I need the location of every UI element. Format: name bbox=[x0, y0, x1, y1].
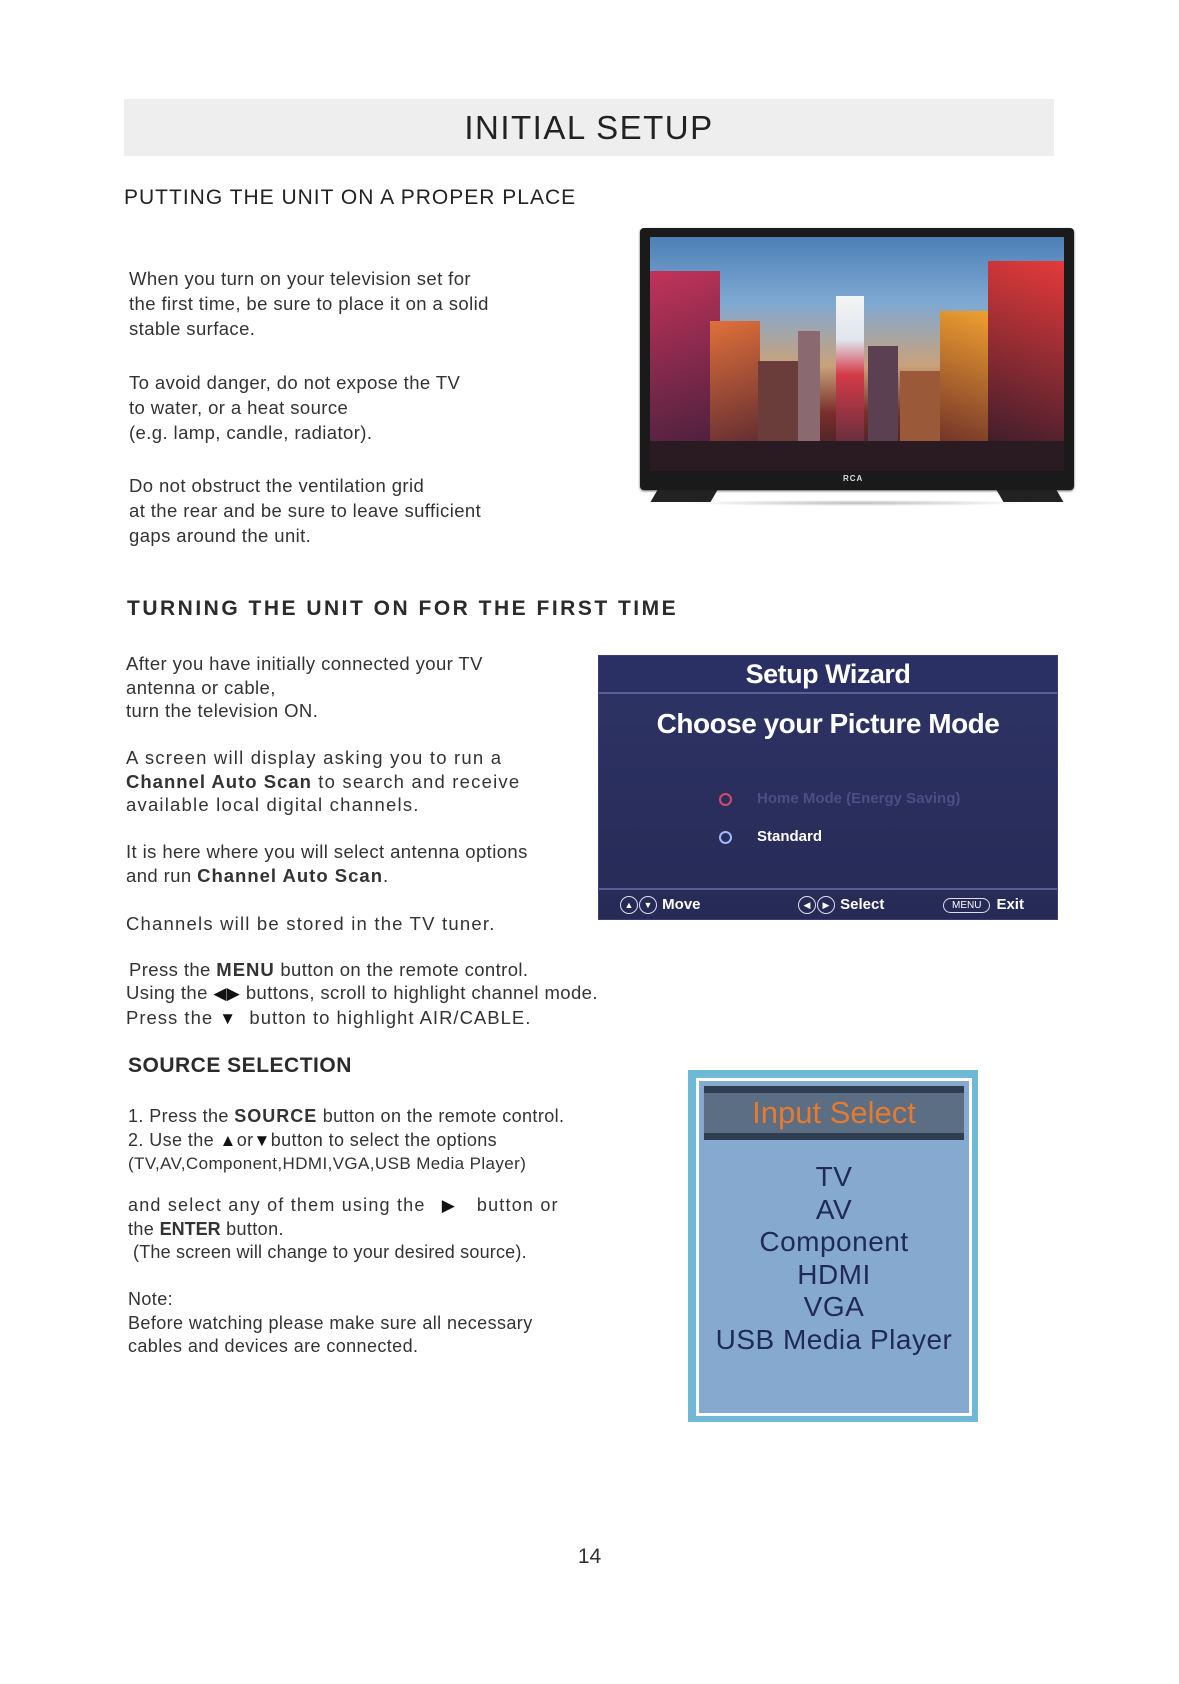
text-line: Do not obstruct the ventilation grid bbox=[129, 475, 425, 496]
text-line: the first time, be sure to place it on a solid bbox=[129, 293, 489, 314]
text-line bbox=[126, 770, 520, 794]
text-span: and run bbox=[126, 864, 192, 886]
page-title: INITIAL SETUP bbox=[464, 109, 714, 146]
text-span: or bbox=[236, 1129, 254, 1150]
option-label: Home Mode (Energy Saving) bbox=[757, 790, 961, 807]
note-paragraph bbox=[128, 1288, 533, 1359]
text-line: gaps around the unit. bbox=[129, 525, 312, 546]
footer-exit bbox=[943, 896, 1024, 913]
wizard-subtitle: Choose your Picture Mode bbox=[656, 708, 1000, 739]
text-span: . bbox=[383, 864, 389, 886]
input-select-panel bbox=[696, 1078, 972, 1416]
option-label: Standard bbox=[757, 828, 823, 845]
first-time-paragraph-4: Channels will be stored in the TV tuner. bbox=[126, 913, 496, 934]
footer-select bbox=[798, 896, 884, 914]
text-span: button on the remote control. bbox=[280, 959, 529, 980]
text-span: 2. Use the bbox=[128, 1129, 215, 1150]
text-span: button or bbox=[476, 1195, 559, 1215]
text-line bbox=[126, 981, 598, 1006]
down-arrow-icon: ▼ bbox=[253, 1130, 271, 1150]
tv-screen-cityscape bbox=[650, 237, 1064, 471]
text-span: Press the bbox=[129, 959, 211, 980]
footer-label: Exit bbox=[996, 896, 1024, 913]
text-line: To avoid danger, do not expose the TV bbox=[129, 372, 461, 393]
text-span: button on the remote control. bbox=[322, 1106, 565, 1126]
text-line: When you turn on your television set for bbox=[129, 268, 471, 289]
radio-icon bbox=[719, 793, 732, 806]
left-arrow-icon: ◀ bbox=[213, 984, 227, 1003]
text-line: Before watching please make sure all necessary bbox=[128, 1312, 533, 1333]
down-arrow-icon: ▼ bbox=[219, 1008, 238, 1028]
bold-term: ENTER bbox=[159, 1218, 221, 1239]
input-option-hdmi[interactable]: HDMI bbox=[797, 1258, 871, 1290]
bold-term: Channel Auto Scan bbox=[126, 770, 312, 792]
section-heading-source: SOURCE SELECTION bbox=[128, 1054, 352, 1077]
input-option-component[interactable]: Component bbox=[759, 1226, 909, 1257]
first-time-paragraph-2 bbox=[126, 746, 520, 817]
title-bar bbox=[124, 99, 1054, 156]
building-shape bbox=[988, 261, 1064, 471]
street-crowd-shape bbox=[650, 441, 1064, 471]
text-line bbox=[126, 864, 528, 888]
up-arrow-icon: ▲ bbox=[219, 1130, 237, 1150]
input-option-vga[interactable]: VGA bbox=[803, 1291, 865, 1322]
input-option-usb-media-player[interactable]: USB Media Player bbox=[715, 1323, 953, 1355]
input-select-header bbox=[704, 1086, 964, 1140]
text-line: cables and devices are connected. bbox=[128, 1336, 419, 1356]
first-time-paragraph-6 bbox=[126, 981, 598, 1030]
input-option-av[interactable]: AV bbox=[815, 1193, 853, 1225]
text-line: to water, or a heat source bbox=[129, 397, 349, 418]
source-select-paragraph bbox=[128, 1194, 559, 1265]
input-select-title: Input Select bbox=[752, 1095, 916, 1130]
down-arrow-icon: ▼ bbox=[639, 896, 657, 914]
bold-term: SOURCE bbox=[234, 1106, 318, 1126]
text-span: button to highlight AIR/CABLE. bbox=[249, 1006, 532, 1028]
section-heading-first-time: TURNING THE UNIT ON FOR THE FIRST TIME bbox=[127, 597, 679, 620]
first-time-paragraph-5 bbox=[129, 958, 528, 982]
page-number: 14 bbox=[577, 1545, 602, 1568]
wizard-option-standard[interactable] bbox=[719, 828, 822, 845]
text-line bbox=[129, 958, 528, 982]
text-span: 1. Press the bbox=[128, 1106, 229, 1126]
right-arrow-icon: ▶ bbox=[226, 984, 241, 1003]
right-arrow-icon: ▶ bbox=[441, 1196, 456, 1215]
text-span: Using the bbox=[126, 982, 208, 1003]
tv-illustration bbox=[640, 228, 1074, 490]
text-line: turn the television ON. bbox=[126, 700, 319, 721]
text-line: (e.g. lamp, candle, radiator). bbox=[129, 422, 373, 443]
text-line: A screen will display asking you to run a bbox=[126, 747, 503, 768]
input-option-tv[interactable]: TV bbox=[815, 1161, 853, 1192]
placement-paragraph-2 bbox=[129, 370, 460, 445]
text-line: at the rear and be sure to leave sufficient bbox=[129, 500, 482, 521]
text-span: to search and receive bbox=[318, 770, 521, 792]
input-select-screen bbox=[688, 1070, 978, 1422]
right-arrow-icon: ▶ bbox=[817, 896, 835, 914]
text-line bbox=[128, 1105, 564, 1129]
text-span: button. bbox=[226, 1218, 284, 1239]
tv-frame bbox=[640, 228, 1074, 490]
text-line bbox=[126, 1006, 598, 1031]
first-time-paragraph-1 bbox=[126, 652, 483, 723]
note-label: Note: bbox=[128, 1289, 174, 1309]
placement-paragraph-1 bbox=[129, 266, 489, 341]
wizard-title: Setup Wizard bbox=[599, 656, 1057, 694]
text-line: It is here where you will select antenna options bbox=[126, 841, 528, 862]
text-line: (The screen will change to your desired source). bbox=[133, 1242, 527, 1262]
text-span: and select any of them using the bbox=[128, 1195, 426, 1215]
tv-brand-logo: RCA bbox=[843, 474, 864, 483]
menu-key-icon: MENU bbox=[943, 898, 990, 913]
up-arrow-icon: ▲ bbox=[620, 896, 638, 914]
footer-label: Move bbox=[662, 896, 701, 913]
text-line: antenna or cable, bbox=[126, 676, 276, 698]
placement-paragraph-3 bbox=[129, 473, 481, 548]
footer-label: Select bbox=[840, 896, 885, 913]
text-line: (TV,AV,Component,HDMI,VGA,USB Media Player) bbox=[128, 1154, 527, 1173]
left-arrow-icon: ◀ bbox=[798, 896, 816, 914]
text-line: stable surface. bbox=[129, 318, 256, 339]
text-span: Press the bbox=[126, 1006, 214, 1028]
first-time-paragraph-3 bbox=[126, 840, 528, 887]
text-line bbox=[128, 1194, 559, 1218]
text-line: available local digital channels. bbox=[126, 794, 420, 815]
text-line bbox=[128, 1218, 559, 1242]
text-span: buttons, scroll to highlight channel mode. bbox=[245, 982, 598, 1003]
section-heading-placement: PUTTING THE UNIT ON A PROPER PLACE bbox=[124, 186, 577, 209]
text-span: the bbox=[128, 1218, 155, 1239]
text-span: button to select the options bbox=[270, 1129, 498, 1150]
wizard-option-home-mode[interactable] bbox=[719, 790, 960, 807]
setup-wizard-screen bbox=[598, 655, 1058, 920]
wizard-footer bbox=[599, 888, 1057, 921]
bold-term: MENU bbox=[216, 959, 275, 980]
text-line: After you have initially connected your TV bbox=[126, 653, 483, 674]
footer-move bbox=[620, 896, 701, 914]
text-line bbox=[128, 1129, 564, 1153]
tv-shadow bbox=[680, 500, 1034, 506]
source-steps bbox=[128, 1105, 564, 1176]
radio-icon bbox=[719, 831, 732, 844]
bold-term: Channel Auto Scan bbox=[197, 864, 384, 886]
input-source-list bbox=[699, 1161, 969, 1356]
